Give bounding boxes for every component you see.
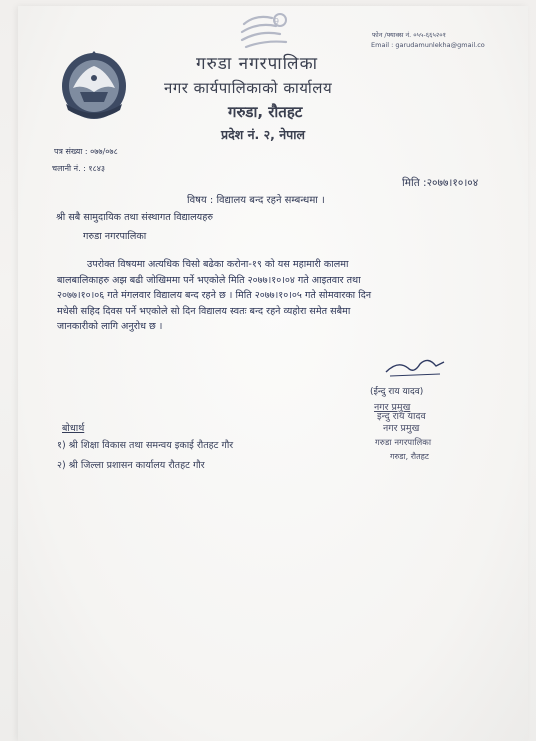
body-line: उपरोक्त विषयमा अत्यधिक चिसो बढेका करोना-१९ को यस महामारी कालमा [87,259,349,270]
header-email: Email : garudamunlekha@gmail.co [371,41,485,49]
header-phone: फोन /फ्याक्स नं. ०५५-६६५२०१ [372,31,446,39]
nepal-emblem-icon [58,48,130,122]
signatory-title: नगर प्रमुख [374,402,411,413]
municipality-logo-icon [236,12,294,52]
svg-text:9: 9 [274,17,280,26]
cc-item: २) श्री जिल्ला प्रशासन कार्यालय रौतहट गौर [57,460,205,471]
addressee-line-1: श्री सबै सामुदायिक तथा संस्थागत विद्यालयहरु [56,212,214,223]
cc-heading: बोधार्थ [62,423,85,434]
body-line: २०७७।१०।०६ गते मंगलवार विद्यालय बन्द रहने छ । मिति २०७७।१०।०५ गते सोमवारका दिन [57,290,372,301]
subject-line: विषय : विद्यालय बन्द रहने सम्बन्धमा । [187,195,325,206]
body-line: जानकारीको लागि अनुरोध छ । [57,321,163,332]
stamp-name: इन्दु राय यादव [377,411,426,422]
org-name: गरुडा नगरपालिका [196,54,319,74]
body-line: बालबालिकाहरु अझ बढी जोखिममा पर्ने भएकोले मिति २०७७।१०।०४ गते आइतवार तथा [57,274,361,286]
letter-date: मिति :२०७७।१०।०४ [402,177,479,189]
stamp-org: गरुडा नगरपालिका [375,438,432,448]
office-place: गरुडा, रौतहट [228,103,303,121]
province: प्रदेश नं. २, नेपाल [221,127,305,142]
signatory-name: (ईन्दु राय यादव) [370,387,424,397]
letter-number: पत्र संख्या : ०७७/०७८ [54,147,118,156]
dispatch-number: चलानी नं. : १८४३ [52,164,106,173]
addressee-line-2: गरुडा नगरपालिका [83,231,147,242]
letter-body [57,257,501,335]
stamp-title: नगर प्रमुख [383,423,420,434]
stamp-place: गरुडा, रौतहट [390,452,429,461]
cc-item: १) श्री शिक्षा विकास तथा समन्वय इकाई रौतहट गौर [57,440,234,451]
body-line: मधेसी सहिद दिवस पर्ने भएकोले सो दिन विद्यालय स्वतः बन्द रहने व्यहोरा समेत सबैमा [57,305,351,317]
signature-scribble [380,354,450,382]
office-name: नगर कार्यपालिकाको कार्यालय [164,79,333,97]
